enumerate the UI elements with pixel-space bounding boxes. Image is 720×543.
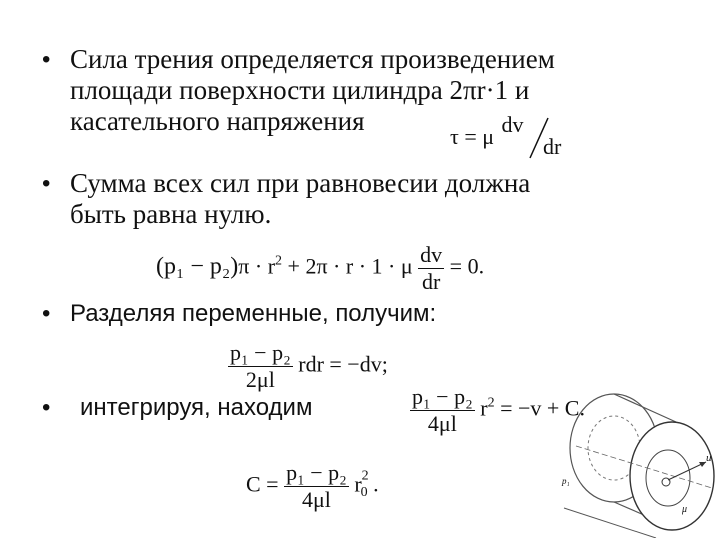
constant-tail: . [367, 471, 379, 497]
separated-fraction [228, 340, 293, 393]
bullet-1-line-3: касательного напряжения [70, 106, 365, 136]
bullet-1-line-1: Сила трения определяется произведением [70, 44, 555, 74]
integrated-exp: 2 [487, 395, 495, 411]
bullet-1-line-2: площади поверхности цилиндра 2πr·1 и [70, 75, 530, 105]
integrated-tail: = −v + C. [494, 395, 585, 421]
bullet-2-line-2: быть равна нулю. [70, 199, 272, 229]
equilibrium-fraction [418, 242, 444, 295]
constant-num: p₁ − p₂ [286, 460, 347, 485]
equilibrium-exp: 2 [275, 253, 283, 269]
constant-sub: 0 [360, 484, 368, 500]
integrated-num: p₁ − p₂ [412, 384, 473, 409]
bullet-3-text [70, 298, 436, 329]
figure-label-p1: p₁ [562, 476, 570, 486]
equilibrium-mid: π · r [238, 253, 276, 279]
bullet-marker-1: • [42, 46, 51, 73]
integrated-fraction [410, 384, 475, 437]
tau-formula-den: dr [543, 134, 562, 159]
equilibrium-paren: (p₁ − p₂) [156, 253, 239, 280]
cylinder-figure [556, 388, 716, 543]
figure-label-u: u [706, 452, 712, 464]
tau-formula-lhs: τ = μ [450, 124, 495, 149]
constant-formula [246, 460, 379, 513]
bullet-2-line-1: Сумма всех сил при равновесии должна [70, 168, 531, 198]
equilibrium-plus: + 2π · r · 1 · μ [282, 253, 413, 279]
equilibrium-formula [156, 242, 484, 295]
equilibrium-den: dr [418, 268, 444, 295]
integrated-r: r [480, 395, 488, 421]
bullet-marker-3: • [42, 300, 51, 327]
separated-num: p₁ − p₂ [230, 340, 291, 365]
bullet-3-line-1: Разделяя переменные, получим: [70, 300, 437, 327]
integrated-den: 4μl [410, 410, 475, 437]
bullet-4-text [80, 392, 312, 423]
tau-formula-num: dv [501, 112, 524, 137]
figure-label-mu: μ [682, 504, 688, 515]
separated-den: 2μl [228, 366, 293, 393]
constant-exp: 2 [361, 468, 369, 484]
constant-lhs: C = [246, 471, 279, 497]
bullet-4-line-1: интегрируя, находим [80, 394, 313, 421]
constant-fraction [284, 460, 349, 513]
bullet-marker-4: • [42, 394, 51, 421]
cylinder-drawing [556, 388, 716, 538]
equilibrium-num: dv [420, 242, 443, 267]
constant-den: 4μl [284, 486, 349, 513]
equilibrium-tail: = 0. [449, 253, 485, 279]
tau-formula [450, 112, 562, 159]
bullet-marker-2: • [42, 170, 51, 197]
constant-r: r [354, 471, 362, 497]
separated-tail: rdr = −dv; [298, 351, 388, 377]
bullet-2-text [70, 168, 530, 230]
separated-formula [228, 340, 388, 393]
